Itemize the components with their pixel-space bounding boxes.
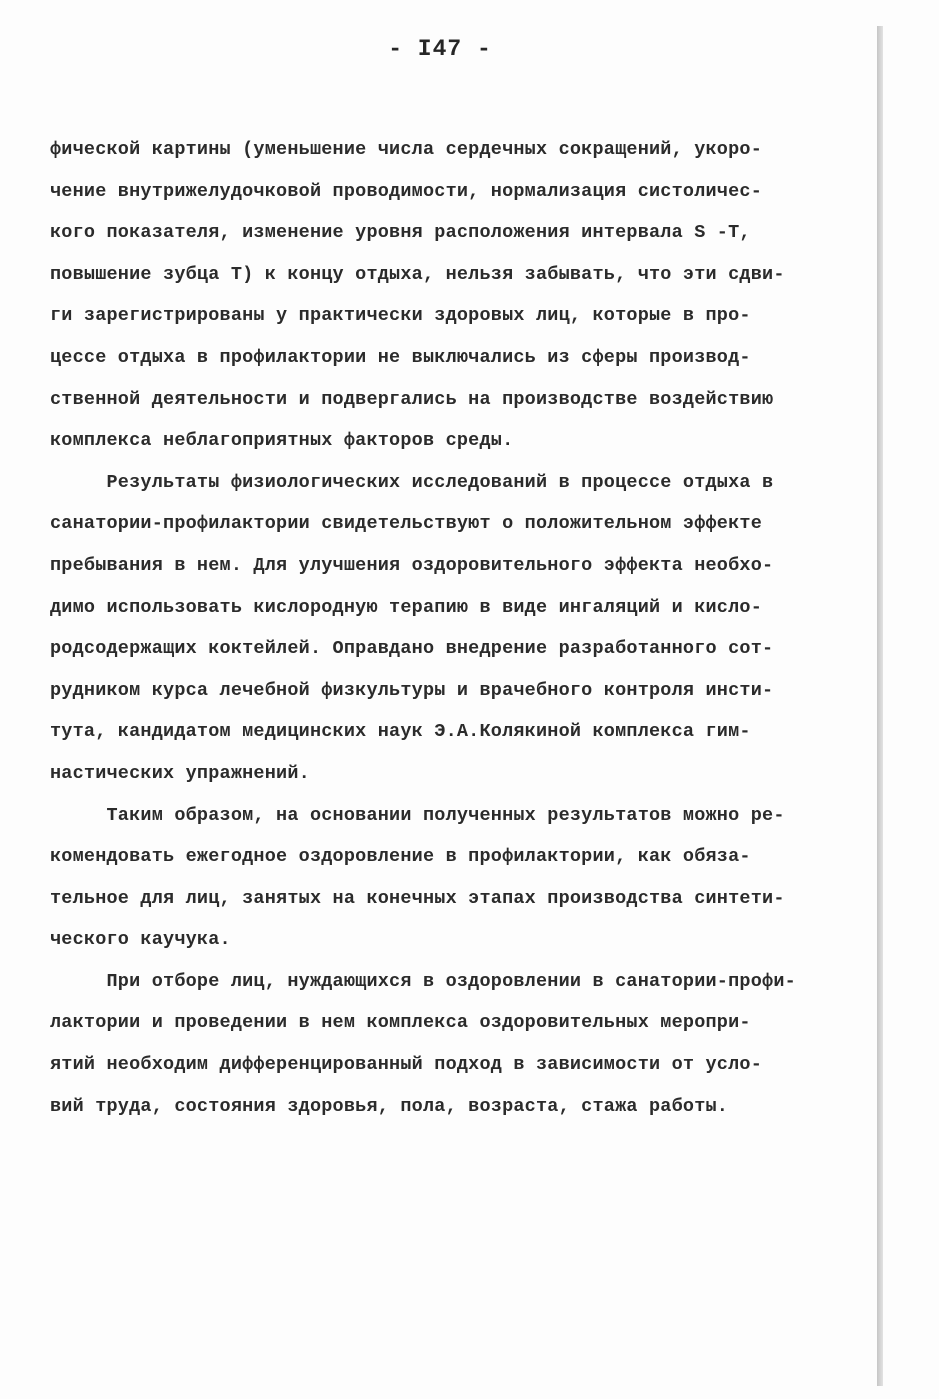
- page-number: - I47 -: [388, 36, 492, 62]
- text-line: Таким образом, на основании полученных результатов можно ре-: [50, 804, 785, 826]
- text-line: тельное для лиц, занятых на конечных этапах производства синтети-: [50, 887, 785, 909]
- text-line: димо использовать кислородную терапию в виде ингаляций и кисло-: [50, 596, 763, 618]
- text-line: Результаты физиологических исследований в процессе отдыха в: [50, 471, 774, 493]
- text-line: лактории и проведении в нем комплекса оздоровительных меропри-: [50, 1012, 751, 1034]
- text-line: цессе отдыха в профилактории не выключались из сферы производ-: [50, 346, 751, 368]
- text-line: комендовать ежегодное оздоровление в профилактории, как обяза-: [50, 846, 751, 868]
- text-line: повышение зубца Т) к концу отдыха, нельзя забывать, что эти сдви-: [50, 263, 785, 285]
- text-line: рудником курса лечебной физкультуры и врачебного контроля инсти-: [50, 679, 774, 701]
- text-line: фической картины (уменьшение числа сердечных сокращений, укоро-: [50, 139, 763, 160]
- text-line: тута, кандидатом медицинских наук Э.А.Колякиной комплекса гим-: [50, 721, 751, 743]
- text-line: пребывания в нем. Для улучшения оздоровительного эффекта необхо-: [50, 554, 774, 576]
- text-line: При отборе лиц, нуждающихся в оздоровлении в санатории-профи-: [50, 970, 796, 992]
- text-line: ственной деятельности и подвергались на производстве воздействию: [50, 388, 774, 410]
- text-line: ятий необходим дифференцированный подход в зависимости от усло-: [50, 1054, 763, 1076]
- text-line: чение внутрижелудочковой проводимости, нормализация систоличес-: [50, 180, 763, 202]
- text-line: родсодержащих коктейлей. Оправдано внедрение разработанного сот-: [50, 638, 774, 660]
- text-line: кого показателя, изменение уровня расположения интервала S -T,: [50, 222, 751, 244]
- text-line: комплекса неблагоприятных факторов среды.: [50, 430, 514, 452]
- body-text: [50, 129, 900, 1127]
- text-line: ги зарегистрированы у практически здоровых лиц, которые в про-: [50, 305, 751, 327]
- text-line: настических упражнений.: [50, 762, 310, 784]
- text-line: санатории-профилактории свидетельствуют о положительном эффекте: [50, 513, 763, 535]
- text-line: ческого каучука.: [50, 929, 231, 951]
- text-line: вий труда, состояния здоровья, пола, возраста, стажа работы.: [50, 1095, 729, 1117]
